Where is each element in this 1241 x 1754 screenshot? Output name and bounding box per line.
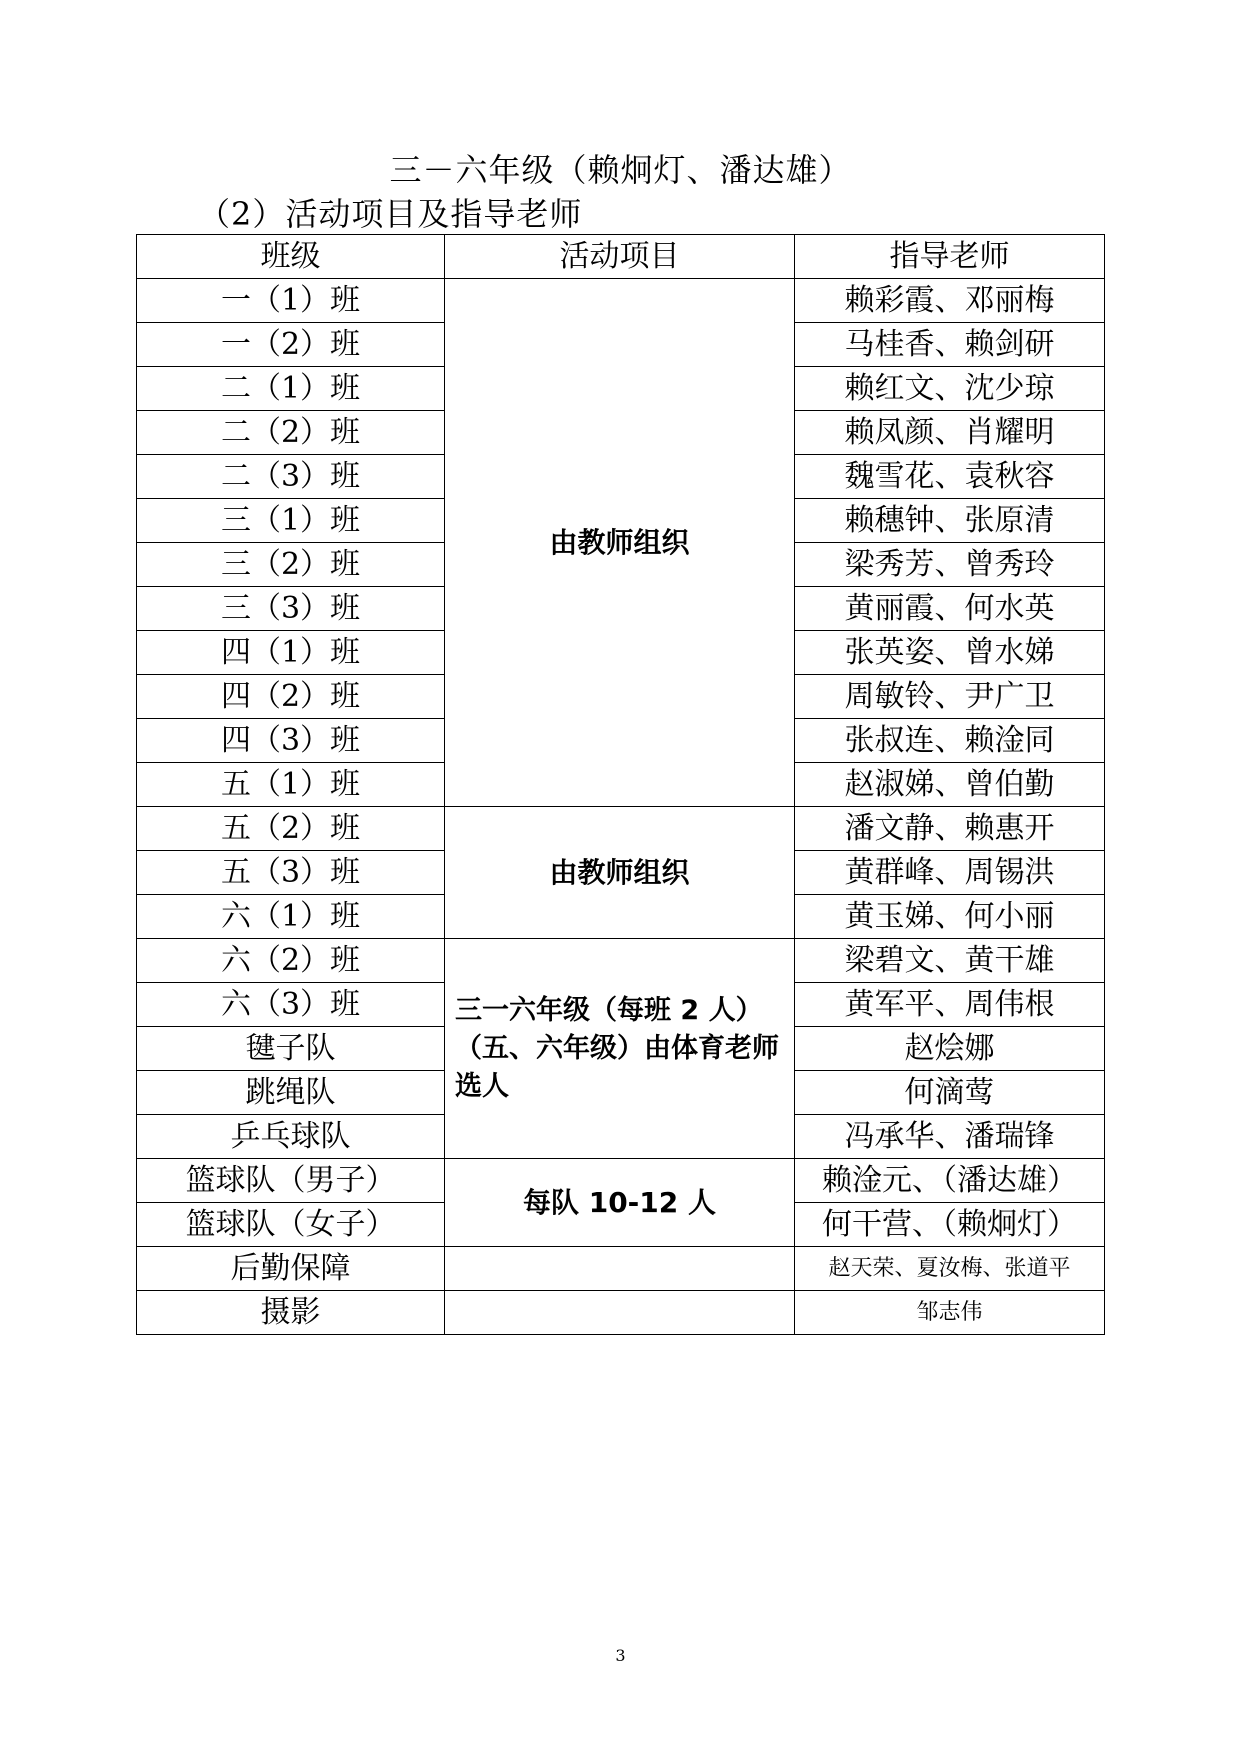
class-cell: 毽子队 [137,1027,445,1071]
table-row [137,807,1105,851]
class-cell: 篮球队（男子） [137,1159,445,1203]
class-cell: 摄影 [137,1291,445,1335]
class-cell: 五（3）班 [137,851,445,895]
class-cell: 五（2）班 [137,807,445,851]
table-header-row [137,235,1105,279]
class-cell: 三（1）班 [137,499,445,543]
table-row [137,1159,1105,1203]
teacher-cell: 马桂香、赖剑研 [795,323,1105,367]
teacher-cell: 赖淦元、（潘达雄） [795,1159,1105,1203]
teacher-cell: 赵天荣、夏汝梅、张道平 [795,1247,1105,1291]
class-cell: 跳绳队 [137,1071,445,1115]
teacher-cell: 张英姿、曾水娣 [795,631,1105,675]
activity-cell: 由教师组织 [445,807,795,939]
activity-cell [445,1291,795,1335]
section-title: （2）活动项目及指导老师 [198,195,583,233]
page-number: 3 [615,1646,626,1665]
class-cell: 六（3）班 [137,983,445,1027]
teacher-cell: 周敏铃、尹广卫 [795,675,1105,719]
teacher-cell: 赖凤颜、肖耀明 [795,411,1105,455]
table-row [137,279,1105,323]
class-cell: 二（1）班 [137,367,445,411]
class-cell: 六（2）班 [137,939,445,983]
teacher-cell: 赵烩娜 [795,1027,1105,1071]
header-activity: 活动项目 [445,235,795,279]
class-cell: 三（2）班 [137,543,445,587]
class-cell: 乒乓球队 [137,1115,445,1159]
class-cell: 一（1）班 [137,279,445,323]
class-cell: 四（1）班 [137,631,445,675]
class-cell: 五（1）班 [137,763,445,807]
table-row [137,1247,1105,1291]
activity-cell: 三一六年级（每班 2 人）（五、六年级）由体育老师选人 [445,939,795,1159]
class-cell: 篮球队（女子） [137,1203,445,1247]
class-cell: 三（3）班 [137,587,445,631]
table-row [137,1291,1105,1335]
class-cell: 二（3）班 [137,455,445,499]
teacher-cell: 冯承华、潘瑞锋 [795,1115,1105,1159]
teacher-cell: 何滴莺 [795,1071,1105,1115]
class-cell: 后勤保障 [137,1247,445,1291]
teacher-cell: 何干营、（赖炯灯） [795,1203,1105,1247]
teacher-cell: 赖红文、沈少琼 [795,367,1105,411]
teacher-cell: 赖彩霞、邓丽梅 [795,279,1105,323]
header-teacher: 指导老师 [795,235,1105,279]
teacher-cell: 魏雪花、袁秋容 [795,455,1105,499]
class-cell: 六（1）班 [137,895,445,939]
activity-cell: 由教师组织 [445,279,795,807]
teacher-cell: 梁秀芳、曾秀玲 [795,543,1105,587]
teacher-cell: 潘文静、赖惠开 [795,807,1105,851]
class-cell: 四（3）班 [137,719,445,763]
activity-table [136,234,1105,1335]
teacher-cell: 黄军平、周伟根 [795,983,1105,1027]
teacher-cell: 黄群峰、周锡洪 [795,851,1105,895]
header-class: 班级 [137,235,445,279]
teacher-cell: 邹志伟 [795,1291,1105,1335]
table-row [137,939,1105,983]
class-cell: 一（2）班 [137,323,445,367]
class-cell: 四（2）班 [137,675,445,719]
teacher-cell: 赖穗钟、张原清 [795,499,1105,543]
teacher-cell: 张叔连、赖淦同 [795,719,1105,763]
teacher-cell: 梁碧文、黄干雄 [795,939,1105,983]
teacher-cell: 黄丽霞、何水英 [795,587,1105,631]
class-cell: 二（2）班 [137,411,445,455]
teacher-cell: 黄玉娣、何小丽 [795,895,1105,939]
activity-cell [445,1247,795,1291]
activity-cell: 每队 10-12 人 [445,1159,795,1247]
teacher-cell: 赵淑娣、曾伯勤 [795,763,1105,807]
page-heading: 三－六年级（赖炯灯、潘达雄） [389,151,852,189]
